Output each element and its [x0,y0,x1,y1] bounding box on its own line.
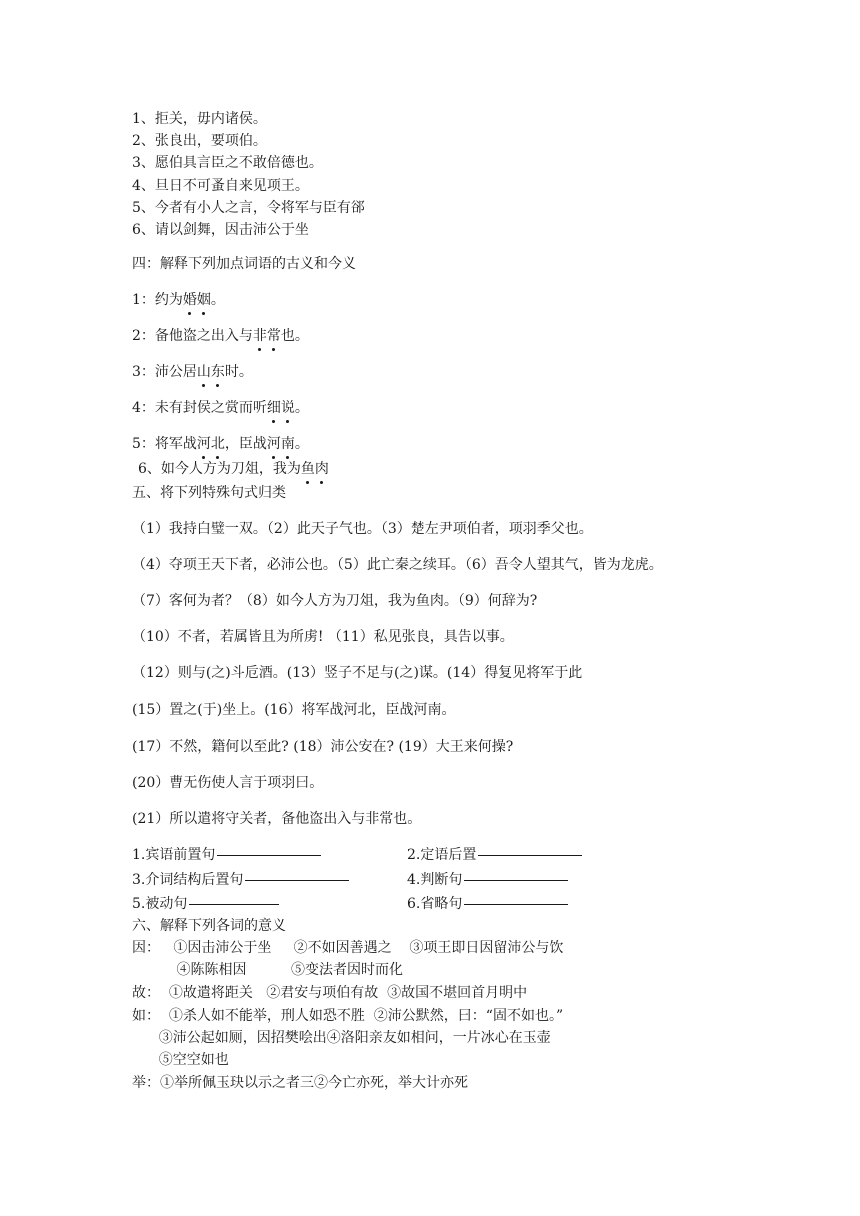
sec4-item-5-post: 。 [294,436,309,452]
dotted-char: 常 [266,328,281,344]
sec3-item-2: 2、张良出，要项伯。 [132,133,267,149]
section5-heading: 五、将下列特殊句式归类 [132,485,286,501]
sec4-item-1-pre: 1：约为 [132,292,183,308]
sec3-item-6: 6、请以剑舞，因击沛公于坐 [132,222,309,238]
sec6-line-3: 故： ①故遣将距关 ②君安与项伯有故 ③故国不堪回首月明中 [132,985,528,1001]
sec3-item-1: 1、拒关，毋内诸侯。 [132,111,267,127]
sec3-item-5: 5、今者有小人之言，令将军与臣有郤 [132,200,365,216]
answer-blank[interactable] [478,855,582,856]
dotted-char: 北 [210,436,225,452]
dotted-char: 河 [266,436,281,452]
sec4-item-5 [132,434,309,454]
answer-blank[interactable] [217,855,321,856]
dotted-char: 姻 [196,292,211,308]
category-omission: 6.省略句 [407,894,568,914]
sec5-line-5: （12）则与(之)斗卮酒。(13）竖子不足与(之)谋。(14）得复见将军于此 [132,665,583,681]
sec5-line-8: (20）曹无伤使人言于项羽曰。 [132,775,324,791]
category-prepositional-postposing: 3.介词结构后置句 [132,870,349,890]
sec6-line-5: ③沛公起如厕，因招樊哙出④洛阳亲友如相问，一片冰心在玉壶 [132,1030,551,1046]
sec3-item-3: 3、愿伯具言臣之不敢倍德也。 [132,155,323,171]
sec5-line-7: (17）不然，籍何以至此? (18）沛公安在? (19）大王来何操? [132,739,514,755]
sec4-item-2-pre: 2：备他盗之出入与 [132,328,253,344]
answer-blank[interactable] [464,904,568,905]
sec4-item-5-pre: 5：将军战 [132,436,197,452]
dotted-char: 肉 [314,461,329,477]
dotted-char: 山 [196,364,211,380]
sec5-line-4: （10）不者，若属皆且为所虏! （11）私见张良，具告以事。 [132,629,514,645]
category-passive: 5.被动句 [132,894,279,914]
sec6-line-1: 因： ①因击沛公于坐 ②不如因善遇之 ③项王即日因留沛公与饮 [132,940,564,956]
sec5-line-2: （4）夺项王天下者，必沛公也。（5）此亡秦之续耳。（6）吾令人望其气，皆为龙虎。 [132,557,663,573]
sec4-item-1-post: 。 [210,292,225,308]
sec6-line-4: 如： ①杀人如不能举，刑人如恐不胜 ②沛公默然，曰：“固不如也。” [132,1008,564,1024]
category-attributive-postposing: 2.定语后置 [407,845,582,865]
sec3-item-4: 4、旦日不可蚤自来见项王。 [132,178,309,194]
sec4-item-6 [138,459,329,479]
sec4-item-2 [132,326,309,346]
sec4-item-1 [132,290,225,310]
sec5-line-3: （7）客何为者？（8）如今人方为刀俎，我为鱼肉。（9）何辞为? [132,593,538,609]
sec4-item-3-post: 时。 [224,364,253,380]
dotted-char: 河 [196,436,211,452]
sec4-item-4-post: 。 [294,400,309,416]
sec4-item-2-post: 也。 [280,328,309,344]
category-judgment: 4.判断句 [407,870,568,890]
dotted-char: 南 [280,436,295,452]
dotted-char: 东 [210,364,225,380]
sec4-item-5-mid: ，臣战 [224,436,267,452]
sec4-item-3 [132,362,253,382]
dotted-char: 细 [266,400,281,416]
dotted-char: 非 [252,328,267,344]
section4-heading: 四：解释下列加点词语的古义和今义 [132,256,356,272]
sec5-line-9: (21）所以遣将守关者，备他盗出入与非常也。 [132,811,422,827]
sec4-item-4-pre: 4：未有封侯之赏而听 [132,400,267,416]
answer-blank[interactable] [189,904,279,905]
sec6-line-7: 举：①举所佩玉玦以示之者三②今亡亦死，举大计亦死 [132,1075,468,1091]
sec4-item-3-pre: 3：沛公居 [132,364,197,380]
dotted-char: 说 [280,400,295,416]
category-object-preposing: 1.宾语前置句 [132,845,321,865]
dotted-char: 婚 [182,292,197,308]
answer-blank[interactable] [245,880,349,881]
sec4-item-4 [132,398,309,418]
sec5-line-1: （1）我持白璧一双。（2）此天子气也。（3）楚左尹项伯者，项羽季父也。 [132,521,593,537]
sec6-line-6: ⑤空空如也 [132,1052,229,1068]
sec5-line-6: (15）置之(于)坐上。(16）将军战河北，臣战河南。 [132,702,456,718]
sec6-line-2: ④陈陈相因 ⑤变法者因时而化 [132,962,404,978]
answer-blank[interactable] [464,880,568,881]
section6-heading: 六、解释下列各词的意义 [132,918,286,934]
dotted-char: 鱼 [300,461,315,477]
sec4-item-6-pre: 6、如今人方为刀俎，我为 [138,461,301,477]
